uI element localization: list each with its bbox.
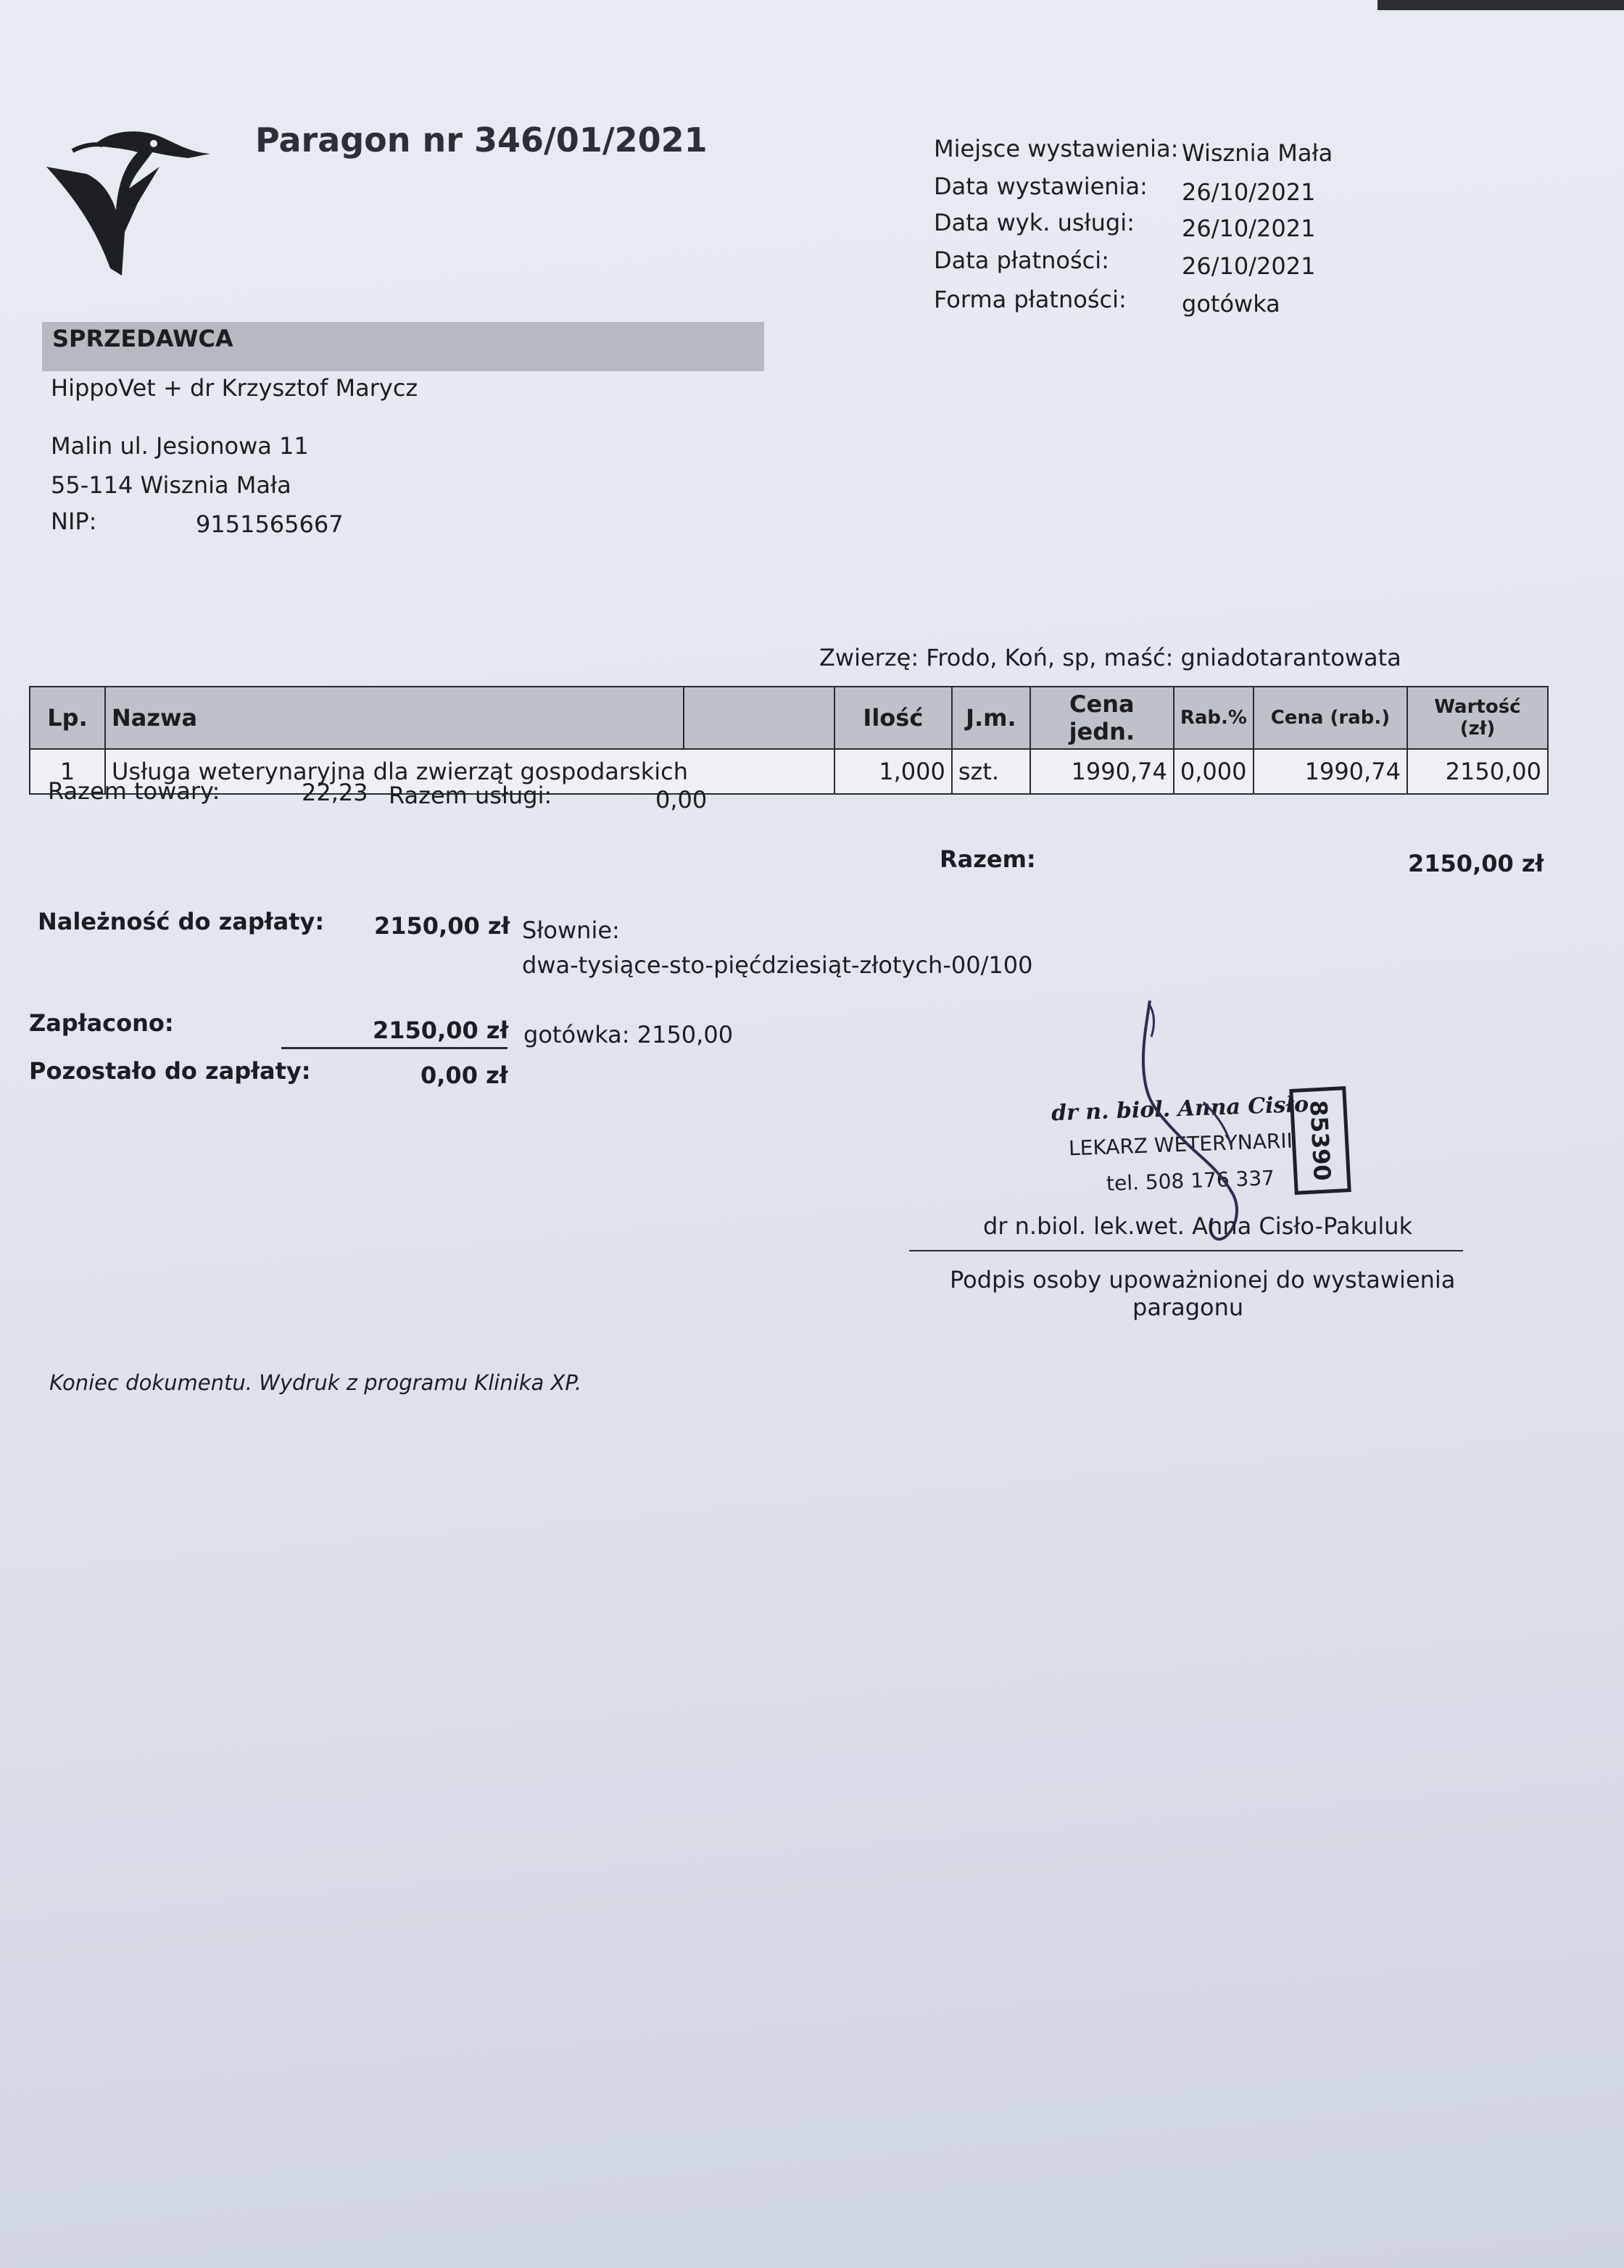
clinic-logo-icon xyxy=(44,123,218,283)
paid-underline xyxy=(281,1047,508,1049)
meta-label-service-date: Data wyk. usługi: xyxy=(934,209,1135,236)
signature-line xyxy=(909,1250,1463,1251)
paid-value: 2150,00 zł xyxy=(373,1017,509,1044)
meta-label-payment-method: Forma płatności: xyxy=(934,286,1127,313)
header-discount: Rab.% xyxy=(1174,687,1254,749)
header-spacer xyxy=(684,687,834,749)
seller-address-line2: 55-114 Wisznia Mała xyxy=(51,471,291,499)
header-qty: Ilość xyxy=(834,687,952,749)
stamp-role: LEKARZ WETERYNARII xyxy=(1068,1128,1293,1161)
seller-address-line1: Malin ul. Jesionowa 11 xyxy=(51,432,309,460)
cell-price-discounted: 1990,74 xyxy=(1254,749,1407,794)
remaining-label: Pozostało do zapłaty: xyxy=(29,1057,311,1085)
animal-info: Zwierzę: Frodo, Koń, sp, maść: gniadotarantowata xyxy=(819,644,1401,671)
cell-qty: 1,000 xyxy=(834,749,952,794)
cell-unit-price: 1990,74 xyxy=(1030,749,1174,794)
cell-value: 2150,00 xyxy=(1407,749,1548,794)
total-value: 2150,00 zł xyxy=(1408,850,1544,877)
goods-total-label: Razem towary: xyxy=(48,777,220,805)
document-title: Paragon nr 346/01/2021 xyxy=(255,120,708,160)
signature-caption-line1: Podpis osoby upoważnionej do wystawienia xyxy=(950,1266,1456,1294)
meta-label-place: Miejsce wystawienia: xyxy=(934,135,1179,162)
items-table xyxy=(29,686,1549,795)
stamp-phone: tel. 508 176 337 xyxy=(1106,1165,1275,1196)
remaining-value: 0,00 zł xyxy=(420,1061,508,1089)
photo-edge-shadow xyxy=(1378,0,1624,10)
in-words-label: Słownie: xyxy=(522,916,620,944)
services-total-value: 0,00 xyxy=(655,786,708,814)
table-header-row xyxy=(30,687,1548,749)
cell-unit: szt. xyxy=(952,749,1030,794)
meta-value-service-date: 26/10/2021 xyxy=(1182,215,1316,242)
header-price-discounted: Cena (rab.) xyxy=(1254,687,1407,749)
cell-discount: 0,000 xyxy=(1174,749,1254,794)
meta-label-payment-date: Data płatności: xyxy=(934,247,1109,274)
seller-nip-value: 9151565667 xyxy=(196,510,344,538)
seller-nip-label: NIP: xyxy=(51,508,97,535)
header-lp: Lp. xyxy=(30,687,105,749)
amount-due-label: Należność do zapłaty: xyxy=(38,908,325,935)
meta-value-payment-method: gotówka xyxy=(1182,290,1280,318)
cell-lp: 1 xyxy=(30,749,105,794)
header-unit-price: Cena jedn. xyxy=(1030,687,1174,749)
document-footer: Koniec dokumentu. Wydruk z programu Klinika XP. xyxy=(49,1370,582,1395)
meta-label-issue-date: Data wystawienia: xyxy=(934,173,1148,200)
signature-caption-line2: paragonu xyxy=(1132,1294,1244,1321)
amount-due-value: 2150,00 zł xyxy=(374,912,510,940)
seller-name: HippoVet + dr Krzysztof Marycz xyxy=(51,374,418,402)
paid-method: gotówka: 2150,00 xyxy=(523,1021,734,1048)
total-label: Razem: xyxy=(940,845,1036,873)
signer-printed-name: dr n.biol. lek.wet. Anna Cisło-Pakuluk xyxy=(983,1212,1413,1240)
meta-value-place: Wisznia Mała xyxy=(1182,139,1333,167)
seller-heading: SPRZEDAWCA xyxy=(52,325,233,352)
in-words-value: dwa-tysiące-sto-pięćdziesiąt-złotych-00/100 xyxy=(522,951,1033,979)
services-total-label: Razem usługi: xyxy=(389,782,552,809)
cell-name: Usługa weterynaryjna dla zwierząt gospodarskich xyxy=(105,749,834,794)
table-row xyxy=(30,749,1548,794)
header-name: Nazwa xyxy=(105,687,684,749)
paid-label: Zapłacono: xyxy=(29,1009,174,1037)
meta-value-issue-date: 26/10/2021 xyxy=(1182,178,1316,206)
goods-total-value: 22,23 xyxy=(302,779,368,806)
stamp-number: 85390 xyxy=(1304,1099,1336,1182)
header-value: Wartość (zł) xyxy=(1407,687,1548,749)
stamp-name: dr n. biol. Anna Cisło xyxy=(1051,1091,1309,1127)
header-unit: J.m. xyxy=(952,687,1030,749)
meta-value-payment-date: 26/10/2021 xyxy=(1182,252,1316,280)
